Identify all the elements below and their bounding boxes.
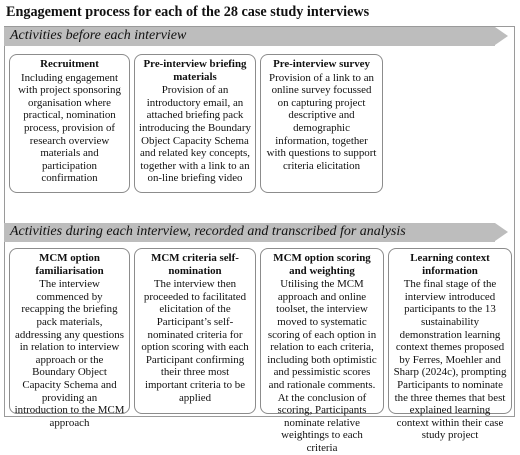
stage-box-recruitment [9, 54, 130, 193]
figure-title: Engagement process for each of the 28 case study interviews [6, 4, 370, 20]
stage-box-briefing [134, 54, 256, 193]
stage-heading: MCM criteria self-nomination [151, 252, 239, 277]
stage-heading: MCM option familiarisation [35, 252, 104, 277]
stage-heading: Recruitment [40, 58, 99, 70]
stage-box-criteria [134, 248, 256, 414]
section-during-band [4, 223, 495, 242]
stage-box-familiarisation [9, 248, 130, 429]
section-during-label: Activities during each interview, recorded and transcribed for analysis [10, 224, 406, 239]
stage-description: Provision of a link to an online survey focussed on capturing project descriptive and demographic information, together with questions to support criteria elicitation [266, 71, 377, 172]
stage-description: Provision of an introductory email, an attached briefing pack introducing the Boundary Object Capacity Schema and related key concepts, together with a link to an on-line briefing video [139, 84, 251, 185]
stage-heading: Learning context information [410, 252, 490, 277]
section-before-band [4, 27, 495, 46]
arrow-head-icon [495, 223, 508, 241]
stage-description: The interview commenced by recapping the briefing pack materials, addressing any questions in relation to interview approach or the Boundary Object Capacity Schema and providing an introduction to the MCM approach [14, 278, 125, 429]
stage-heading: Pre-interview survey [273, 58, 370, 70]
arrow-head-icon [495, 27, 508, 45]
stage-description: The interview then proceeded to facilitated elicitation of the Participant’s self-nominated criteria for option scoring with each Participant confirming their three most important criteria to be applied [141, 278, 249, 404]
stage-box-learning-context [388, 248, 512, 442]
stage-description: Utilising the MCM approach and online toolset, the interview moved to systematic scoring of each option in relation to each criteria, including both optimistic and pessimistic scores and rationale comments. At the conclusion of scoring, Participants nominate relative weightings to each criteria [267, 278, 377, 454]
section-before-label: Activities before each interview [10, 28, 187, 43]
stage-box-survey [260, 54, 383, 193]
stage-description: The final stage of the interview introduced participants to the 13 sustainability demonstration learning context themes proposed by Ferres, Moehler and Sharp (2024c), prompting Participants to nominate the three themes that best explained learning context within their case study project [393, 278, 507, 442]
stage-description: Including engagement with project sponsoring organisation where practical, nomination process, provision of research overview materials and participation confirmation [18, 71, 121, 185]
stage-box-scoring [260, 248, 384, 454]
stage-heading: Pre-interview briefing materials [143, 58, 247, 83]
stage-heading: MCM option scoring and weighting [273, 252, 371, 277]
